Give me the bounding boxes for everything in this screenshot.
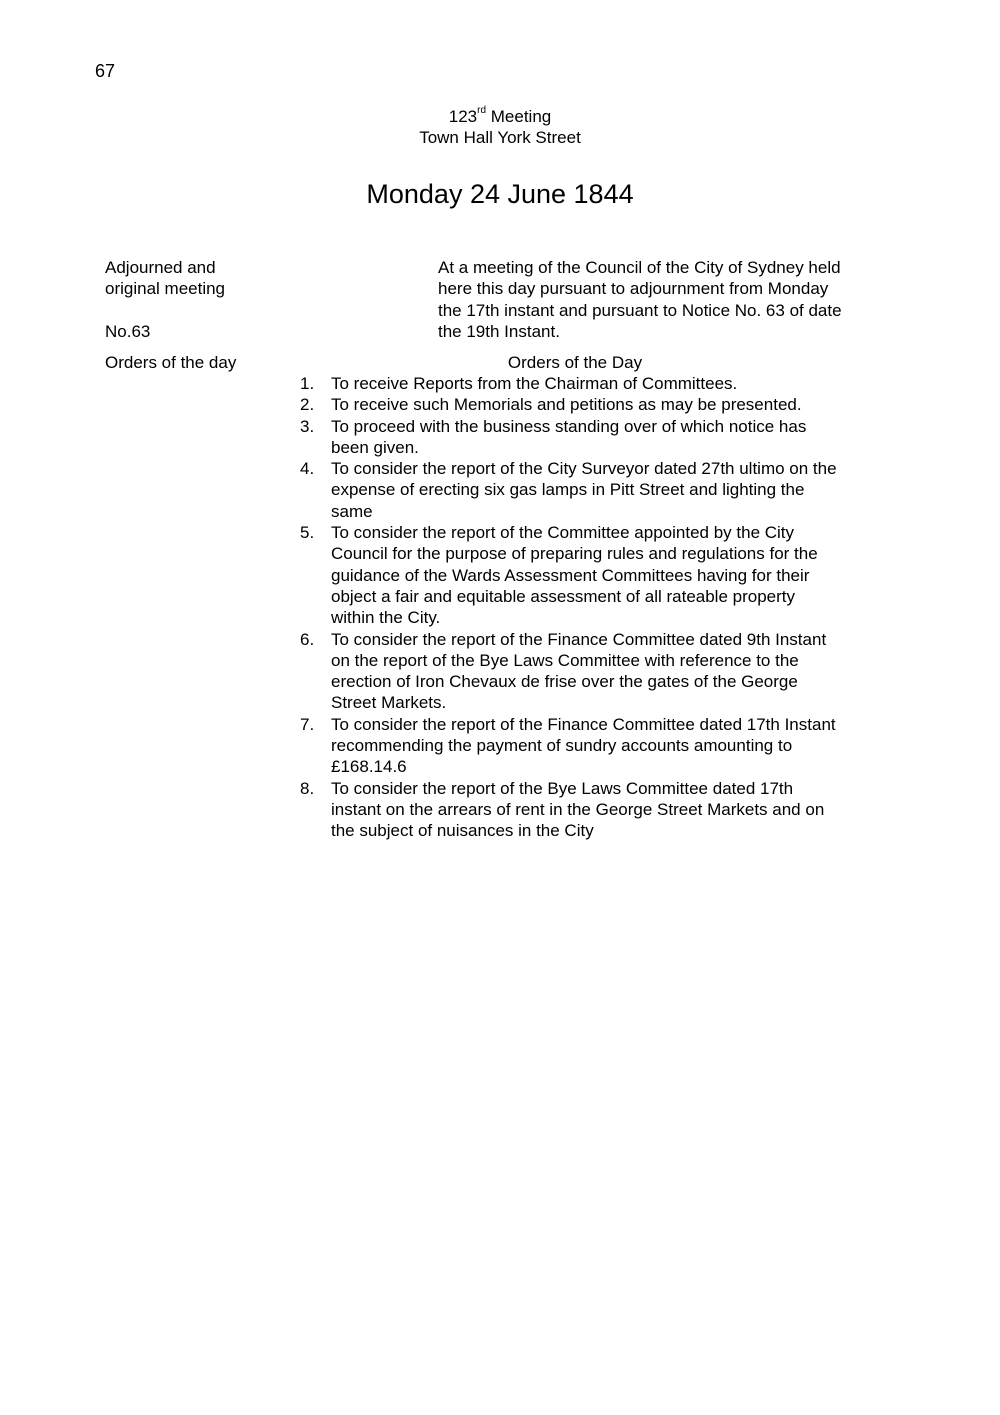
order-line: To consider the report of the Bye Laws Committee dated 17th	[331, 778, 794, 798]
meeting-ordinal-suffix: rd	[477, 105, 487, 117]
order-item	[300, 714, 900, 778]
order-line: To consider the report of the Finance Committee dated 9th Instant	[331, 629, 827, 649]
order-line: been given.	[331, 437, 419, 457]
order-number: 7.	[300, 714, 315, 734]
order-line: recommending the payment of sundry accounts amounting to	[331, 736, 793, 756]
order-item	[300, 629, 900, 714]
order-item	[300, 778, 900, 842]
meeting-number: 123	[448, 107, 478, 126]
order-line: To receive Reports from the Chairman of Committees.	[331, 374, 738, 393]
meeting-number-line	[0, 106, 1000, 127]
order-text	[331, 714, 891, 778]
order-number: 1.	[300, 374, 315, 393]
meeting-heading	[0, 106, 1000, 148]
intro-line: here this day pursuant to adjournment from Monday	[438, 279, 829, 299]
order-item	[300, 522, 900, 628]
page-number: 67	[95, 61, 116, 81]
order-line: on the report of the Bye Laws Committee with reference to the	[331, 650, 799, 670]
order-number: 3.	[300, 416, 315, 436]
order-item	[300, 416, 900, 459]
order-line: £168.14.6	[331, 757, 407, 777]
order-line: erection of Iron Chevaux de frise over the gates of the George	[331, 672, 798, 692]
order-line: To receive such Memorials and petitions as may be presented.	[331, 395, 802, 415]
order-number: 2.	[300, 395, 315, 415]
order-text	[331, 778, 891, 842]
date-title: Monday 24 June 1844	[366, 179, 634, 209]
order-text	[331, 373, 891, 394]
order-number: 4.	[300, 459, 315, 479]
order-item	[300, 458, 900, 522]
order-line: Street Markets.	[331, 693, 447, 713]
margin-note-notice: No.63	[105, 322, 151, 341]
order-line: object a fair and equitable assessment of all rateable property	[331, 586, 795, 606]
order-line: expense of erecting six gas lamps in Pitt Street and lighting the	[331, 480, 805, 500]
order-item	[300, 373, 900, 394]
margin-note-orders: Orders of the day	[105, 353, 237, 372]
orders-list	[300, 373, 900, 842]
margin-note-adjourned-line: Adjourned and	[105, 258, 216, 277]
intro-line: the 17th instant and pursuant to Notice No. 63 of date	[438, 300, 842, 320]
orders-heading: Orders of the Day	[507, 353, 643, 372]
order-number: 5.	[300, 523, 315, 543]
order-line: To consider the report of the Finance Committee dated 17th Instant	[331, 714, 836, 734]
order-text	[331, 522, 891, 628]
order-line: same	[331, 501, 373, 521]
margin-note-adjourned-line: original meeting	[105, 279, 226, 299]
order-line: To proceed with the business standing over of which notice has	[331, 416, 807, 436]
order-text	[331, 416, 891, 459]
order-text	[331, 394, 891, 415]
intro-paragraph	[438, 257, 898, 342]
meeting-label: Meeting	[486, 107, 552, 126]
order-line: the subject of nuisances in the City	[331, 821, 594, 841]
order-number: 6.	[300, 629, 315, 649]
order-item	[300, 394, 900, 415]
order-line: within the City.	[331, 608, 441, 628]
order-line: To consider the report of the Committee appointed by the City	[331, 523, 795, 543]
order-number: 8.	[300, 778, 315, 798]
order-line: guidance of the Wards Assessment Committees having for their	[331, 565, 810, 585]
order-line: Council for the purpose of preparing rules and regulations for the	[331, 544, 818, 564]
order-line: instant on the arrears of rent in the George Street Markets and on	[331, 799, 825, 819]
intro-line: At a meeting of the Council of the City of Sydney held	[438, 258, 841, 277]
meeting-venue: Town Hall York Street	[419, 128, 581, 147]
margin-note-adjourned	[105, 257, 285, 300]
order-text	[331, 629, 891, 714]
order-text	[331, 458, 891, 522]
intro-line: the 19th Instant.	[438, 321, 560, 341]
order-line: To consider the report of the City Surveyor dated 27th ultimo on the	[331, 459, 837, 479]
